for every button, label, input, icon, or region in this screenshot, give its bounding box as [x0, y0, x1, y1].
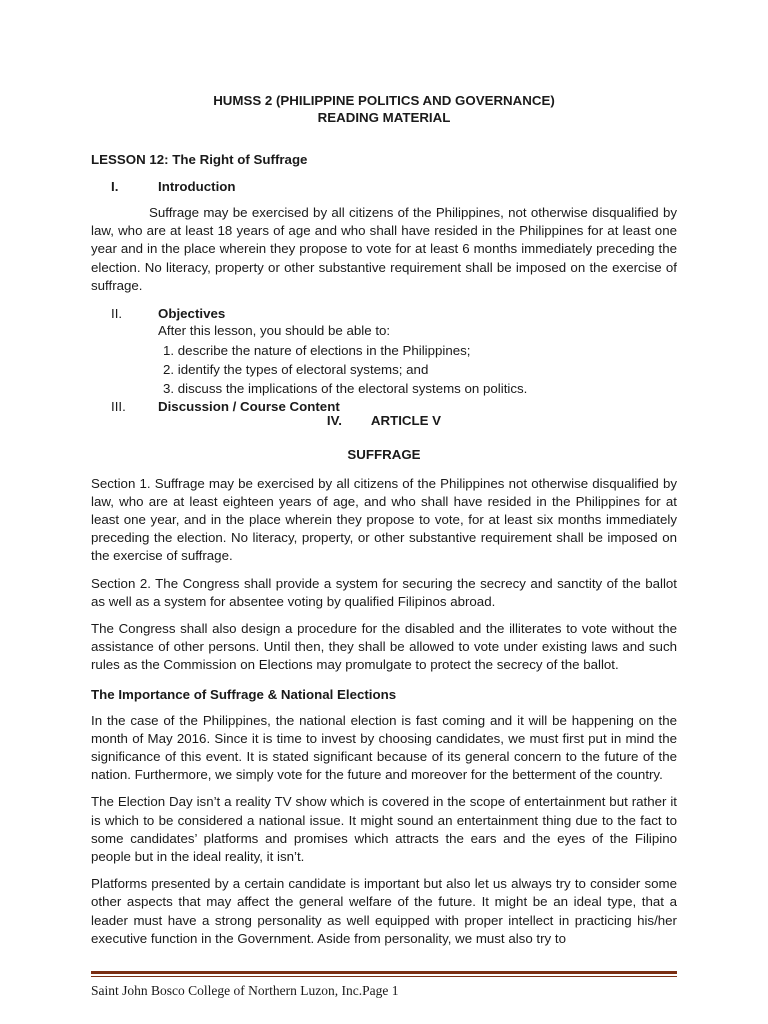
- discussion-heading-text: Discussion / Course Content: [158, 398, 340, 414]
- importance-heading: The Importance of Suffrage & National Elections: [91, 686, 397, 702]
- objectives-list: [158, 341, 677, 398]
- lesson-title: LESSON 12: The Right of Suffrage: [91, 152, 308, 167]
- intro-heading-text: Introduction: [158, 179, 236, 194]
- article-section-1: Section 1. Suffrage may be exercised by all citizens of the Philippines not otherwise disqualified by law, who are at least eighteen years of age, and who shall have resided in the Philippines for at least one year, and in the place wherein they propose to vote, for at least six months immediately preceding the election. No literacy, property, or other substantive requirement shall be imposed on the exercise of suffrage.: [91, 475, 677, 564]
- article-heading-text: ARTICLE V: [370, 412, 442, 428]
- document-title-line2: READING MATERIAL: [317, 110, 451, 125]
- objectives-body: [91, 322, 677, 398]
- footer-text: Saint John Bosco College of Northern Luzon, Inc.Page 1: [91, 983, 399, 998]
- list-item: 2. identify the types of electoral systems; and: [163, 361, 429, 377]
- article-section-2: Section 2. The Congress shall provide a system for securing the secrecy and sanctity of the ballot as well as a system for absentee voting by qualified Filipinos abroad.: [91, 575, 677, 609]
- importance-paragraph-2: The Election Day isn’t a reality TV show which is covered in the scope of entertainment but rather it is which to be considered a national issue. It might sound an entertainment thing due to the fact to some candidates’ platforms and promises which attracts the ears and the eyes of the Filipino people but in the ideal reality, it isn’t.: [91, 794, 677, 864]
- intro-numeral: I.: [111, 179, 119, 194]
- objectives-block: [91, 305, 677, 398]
- importance-paragraph-3: Platforms presented by a certain candidate is important but also let us always try to consider some other aspects that may affect the general welfare of the future. It might be an ideal type, that a leader must have a strong personality as well equipped with proper intellect in practicing his/her executive function in the Government. Aside from personality, we must also try to: [91, 876, 677, 946]
- footer-rule-thick: [91, 971, 677, 974]
- article-numeral: IV.: [326, 412, 342, 428]
- importance-paragraph-1: In the case of the Philippines, the national election is fast coming and it will be happening on the month of May 2016. Since it is time to invest by choosing candidates, we must first put in mind the significance of this event. It is stated significant because of its general concern to the future of the nation. Furthermore, we simply vote for the future and moreover for the betterment of the country.: [91, 712, 677, 783]
- objectives-numeral: II.: [111, 306, 123, 322]
- page-content: [91, 92, 677, 948]
- intro-paragraph: Suffrage may be exercised by all citizens of the Philippines, not otherwise disqualified by law, who are at least 18 years of age and who shall have resided in the Philippines for at least one year and in the place wherein they propose to vote for at least 6 months immediately preceding the election. No literacy, property or other substantive requirement shall be imposed on the exercise of suffrage.: [91, 205, 677, 293]
- intro-heading: [91, 178, 677, 195]
- list-item: 1. describe the nature of elections in the Philippines;: [163, 342, 471, 358]
- article-subheading: SUFFRAGE: [347, 446, 421, 462]
- objectives-lead: After this lesson, you should be able to:: [158, 323, 391, 339]
- objectives-heading-text: Objectives: [158, 306, 226, 322]
- list-item: 3. discuss the implications of the electoral systems on politics.: [163, 380, 528, 396]
- discussion-numeral: III.: [111, 398, 126, 414]
- article-section-2-continued: The Congress shall also design a procedure for the disabled and the illiterates to vote without the assistance of other persons. Until then, they shall be allowed to vote under existing laws and such rules as the Commission on Elections may promulgate to protect the secrecy of the ballot.: [91, 620, 677, 673]
- document-title-line1: HUMSS 2 (PHILIPPINE POLITICS AND GOVERNANCE): [213, 93, 555, 108]
- footer-rule-thin: [91, 976, 677, 977]
- objectives-heading: [91, 305, 677, 322]
